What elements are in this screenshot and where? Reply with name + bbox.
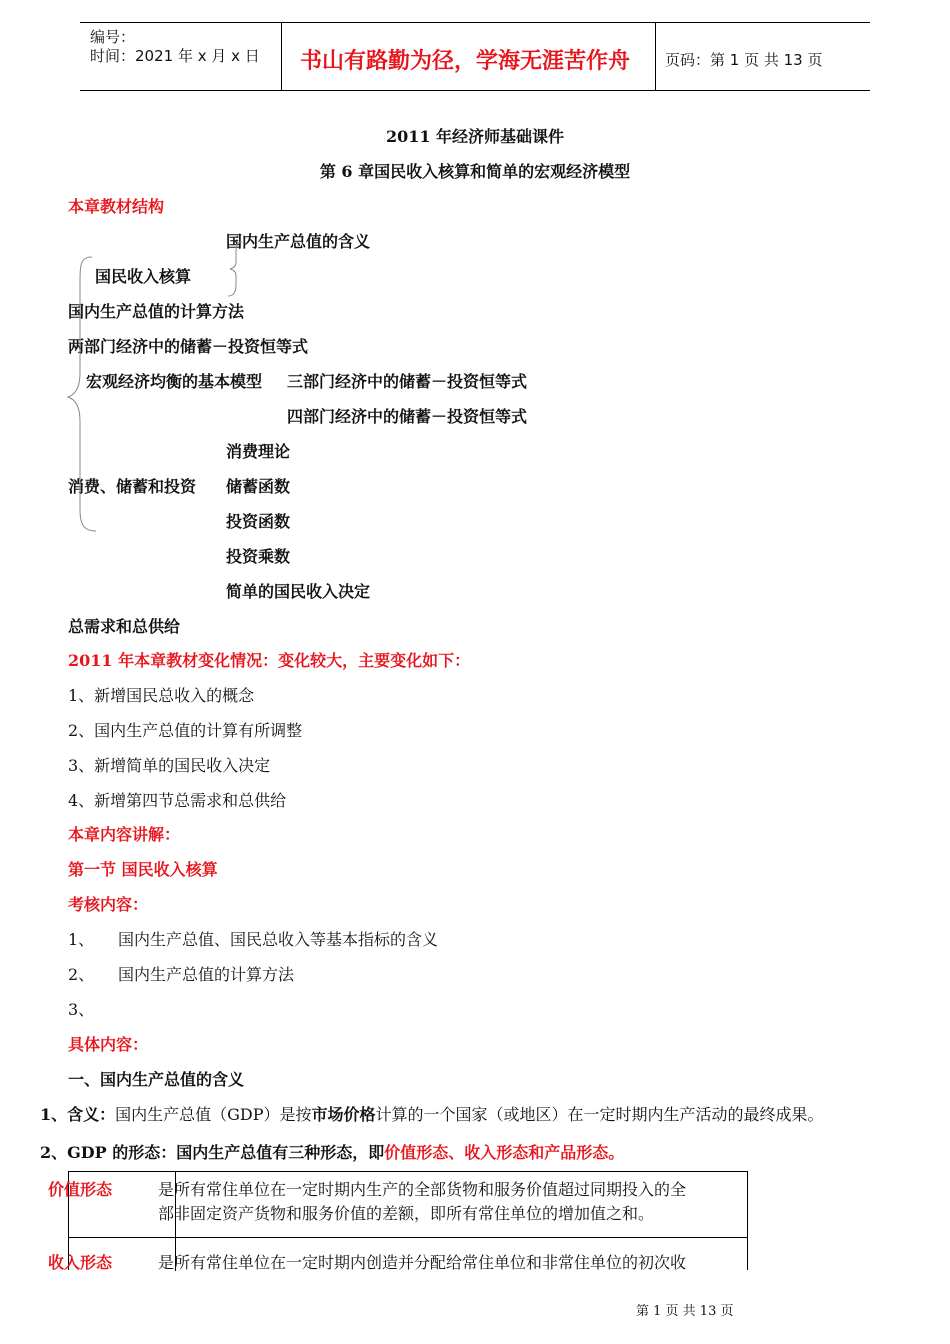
table-row-1-text-1: 是所有常住单位在一定时期内生产的全部货物和服务价值超过同期投入的全: [158, 1180, 687, 1199]
table-row-2-label: 收入形态: [48, 1253, 113, 1272]
structure-national-income-accounting: 国民收入核算: [95, 267, 192, 286]
table-row-2-text-1: 是所有常住单位在一定时期内创造并分配给常住单位和非常住单位的初次收: [158, 1253, 687, 1272]
forms-label: 2、GDP 的形态：国内生产总值有三种形态，即: [40, 1143, 385, 1162]
definition-label: 1、含义：: [40, 1105, 116, 1124]
exam-heading: 考核内容：: [68, 895, 149, 914]
header-time-label: 时间：2021 年 x 月 x 日: [90, 47, 260, 65]
structure-main-brace: [64, 255, 104, 535]
definition-text-a: 国内生产总值（GDP）是按: [115, 1105, 312, 1124]
structure-macro-model: 宏观经济均衡的基本模型: [86, 372, 263, 391]
changes-item-2: 2、国内生产总值的计算有所调整: [68, 721, 303, 740]
header-number-label: 编号：: [90, 28, 136, 46]
definition-text-c: 计算的一个国家（或地区）在一定时期内生产活动的最终成果。: [375, 1105, 824, 1124]
doc-title: 2011 年经济师基础课件: [385, 127, 565, 146]
structure-heading: 本章教材结构: [68, 197, 165, 216]
changes-item-1: 1、新增国民总收入的概念: [68, 686, 255, 705]
detail-heading: 具体内容：: [68, 1035, 149, 1054]
structure-ad-as: 总需求和总供给: [68, 617, 181, 636]
structure-gdp-brace: [224, 240, 246, 298]
structure-gdp-calc: 国内生产总值的计算方法: [68, 302, 245, 321]
exam-item-3-num: 3、: [68, 1000, 95, 1019]
forms-line: [40, 1140, 624, 1163]
structure-cons-sav-inv: 消费、储蓄和投资: [68, 477, 197, 496]
subheading-gdp-meaning: 一、国内生产总值的含义: [68, 1070, 245, 1089]
header-slogan: 书山有路勤为径，学海无涯苦作舟: [300, 49, 631, 74]
changes-item-3: 3、新增简单的国民收入决定: [68, 756, 271, 775]
gdp-forms-table: [48, 1171, 748, 1272]
structure-simple-income: 简单的国民收入决定: [226, 582, 371, 601]
structure-two-sector: 两部门经济中的储蓄－投资恒等式: [68, 337, 309, 356]
content-heading: 本章内容讲解：: [68, 825, 181, 844]
structure-four-sector: 四部门经济中的储蓄－投资恒等式: [287, 407, 528, 426]
exam-item-1-text: 国内生产总值、国民总收入等基本指标的含义: [118, 930, 439, 949]
header-bottom-rule: [80, 90, 870, 91]
changes-heading: 2011 年本章教材变化情况：变化较大，主要变化如下：: [68, 651, 471, 670]
footer-page-number: 第 1 页 共 13 页: [636, 1304, 734, 1319]
header-top-rule: [80, 22, 870, 23]
structure-consumption-theory: 消费理论: [226, 442, 291, 461]
structure-gdp-meaning: 国内生产总值的含义: [226, 232, 371, 251]
changes-item-4: 4、新增第四节总需求和总供给: [68, 791, 287, 810]
table-row-1-text-2: 部非固定资产货物和服务价值的差额，即所有常住单位的增加值之和。: [158, 1204, 655, 1223]
definition-line: [40, 1102, 824, 1125]
forms-red: 价值形态、收入形态和产品形态。: [384, 1143, 625, 1162]
section-1-title: 第一节 国民收入核算: [68, 860, 218, 879]
structure-saving-function: 储蓄函数: [226, 477, 291, 496]
structure-investment-function: 投资函数: [226, 512, 291, 531]
chapter-title: 第 6 章国民收入核算和简单的宏观经济模型: [319, 162, 631, 181]
structure-three-sector: 三部门经济中的储蓄－投资恒等式: [287, 372, 528, 391]
exam-item-2-num: 2、: [68, 965, 95, 984]
header-page-info: 页码：第 1 页 共 13 页: [665, 51, 823, 69]
structure-investment-multiplier: 投资乘数: [226, 547, 291, 566]
definition-market-price: 市场价格: [311, 1105, 376, 1124]
exam-item-2-text: 国内生产总值的计算方法: [118, 965, 295, 984]
exam-item-1-num: 1、: [68, 930, 95, 949]
table-row-1-label: 价值形态: [48, 1180, 113, 1199]
header-divider-left: [281, 22, 282, 90]
header-divider-right: [655, 22, 656, 90]
